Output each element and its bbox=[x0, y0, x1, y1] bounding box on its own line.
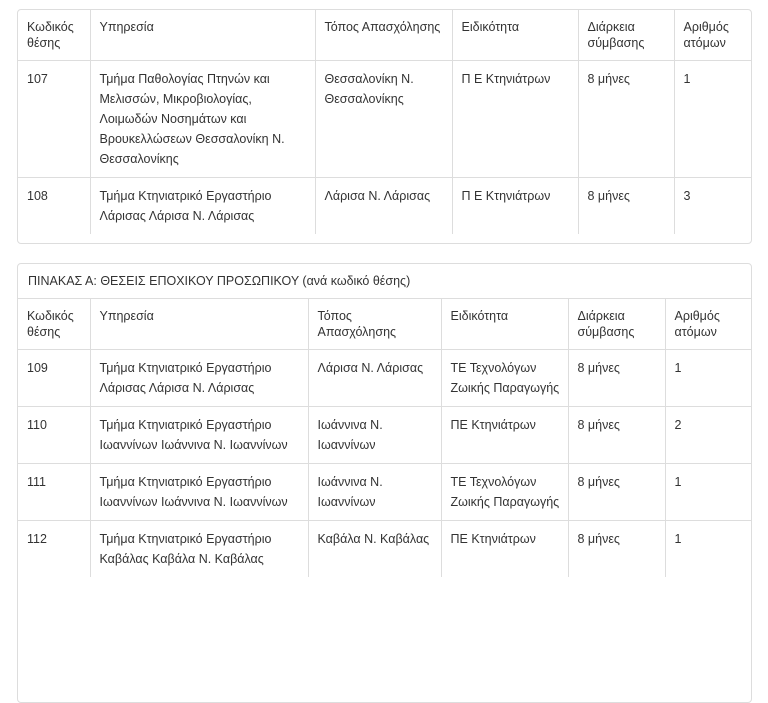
cell-place: Ιωάννινα Ν. Ιωαννίνων bbox=[308, 407, 441, 464]
table-row bbox=[18, 61, 751, 178]
cell-code: 110 bbox=[18, 407, 90, 464]
table-row bbox=[18, 464, 751, 521]
cell-code: 109 bbox=[18, 350, 90, 407]
cell-duration: 8 μήνες bbox=[568, 521, 665, 578]
cell-place: Λάρισα Ν. Λάρισας bbox=[315, 178, 452, 235]
header-place: Τόπος Απασχόλησης bbox=[315, 10, 452, 61]
table-row bbox=[18, 350, 751, 407]
cell-specialty: ΠΕ Κτηνιάτρων bbox=[441, 521, 568, 578]
cell-place: Λάρισα Ν. Λάρισας bbox=[308, 350, 441, 407]
cell-service: Τμήμα Παθολογίας Πτηνών και Μελισσών, Μικροβιολογίας, Λοιμωδών Νοσημάτων και Βρουκελλώσεων Θεσσαλονίκη Ν. Θεσσαλονίκης bbox=[90, 61, 315, 178]
header-count: Αριθμός ατόμων bbox=[665, 299, 751, 350]
positions-panel-top bbox=[17, 9, 752, 244]
cell-specialty: ΤΕ Τεχνολόγων Ζωικής Παραγωγής bbox=[441, 464, 568, 521]
positions-table-top bbox=[18, 10, 751, 234]
cell-place: Θεσσαλονίκη Ν. Θεσσαλονίκης bbox=[315, 61, 452, 178]
cell-count: 2 bbox=[665, 407, 751, 464]
cell-duration: 8 μήνες bbox=[568, 464, 665, 521]
cell-count: 1 bbox=[665, 521, 751, 578]
header-duration: Διάρκεια σύμβασης bbox=[578, 10, 674, 61]
cell-duration: 8 μήνες bbox=[568, 407, 665, 464]
cell-code: 111 bbox=[18, 464, 90, 521]
cell-code: 112 bbox=[18, 521, 90, 578]
header-code: Κωδικός θέσης bbox=[27, 309, 74, 339]
cell-code: 107 bbox=[18, 61, 90, 178]
header-duration: Διάρκεια σύμβασης bbox=[568, 299, 665, 350]
seasonal-positions-table bbox=[18, 299, 751, 577]
table-header-row bbox=[18, 10, 751, 61]
table-row bbox=[18, 407, 751, 464]
cell-service: Τμήμα Κτηνιατρικό Εργαστήριο Ιωαννίνων Ιωάννινα Ν. Ιωαννίνων bbox=[90, 464, 308, 521]
cell-place: Ιωάννινα Ν. Ιωαννίνων bbox=[308, 464, 441, 521]
seasonal-positions-panel bbox=[17, 263, 752, 703]
cell-count: 1 bbox=[665, 350, 751, 407]
cell-duration: 8 μήνες bbox=[568, 350, 665, 407]
header-place: Τόπος Απασχόλησης bbox=[308, 299, 441, 350]
cell-code: 108 bbox=[18, 178, 90, 235]
header-specialty: Ειδικότητα bbox=[452, 10, 578, 61]
header-code: Κωδικός θέσης bbox=[27, 20, 74, 50]
cell-specialty: ΠΕ Κτηνιάτρων bbox=[441, 407, 568, 464]
cell-service: Τμήμα Κτηνιατρικό Εργαστήριο Καβάλας Καβάλα Ν. Καβάλας bbox=[90, 521, 308, 578]
cell-duration: 8 μήνες bbox=[578, 178, 674, 235]
cell-specialty: Π Ε Κτηνιάτρων bbox=[452, 61, 578, 178]
cell-service: Τμήμα Κτηνιατρικό Εργαστήριο Ιωαννίνων Ιωάννινα Ν. Ιωαννίνων bbox=[90, 407, 308, 464]
cell-service: Τμήμα Κτηνιατρικό Εργαστήριο Λάρισας Λάρισα Ν. Λάρισας bbox=[90, 178, 315, 235]
table-row bbox=[18, 178, 751, 235]
table-header-row bbox=[18, 299, 751, 350]
cell-specialty: ΤΕ Τεχνολόγων Ζωικής Παραγωγής bbox=[441, 350, 568, 407]
header-count: Αριθμός ατόμων bbox=[674, 10, 751, 61]
cell-service: Τμήμα Κτηνιατρικό Εργαστήριο Λάρισας Λάρισα Ν. Λάρισας bbox=[90, 350, 308, 407]
cell-count: 1 bbox=[665, 464, 751, 521]
header-specialty: Ειδικότητα bbox=[441, 299, 568, 350]
header-service: Υπηρεσία bbox=[90, 10, 315, 61]
cell-duration: 8 μήνες bbox=[578, 61, 674, 178]
cell-specialty: Π Ε Κτηνιάτρων bbox=[452, 178, 578, 235]
table-row bbox=[18, 521, 751, 578]
cell-place: Καβάλα Ν. Καβάλας bbox=[308, 521, 441, 578]
cell-count: 3 bbox=[674, 178, 751, 235]
header-service: Υπηρεσία bbox=[90, 299, 308, 350]
cell-count: 1 bbox=[674, 61, 751, 178]
panel-title: ΠΙΝΑΚΑΣ Α: ΘΕΣΕΙΣ ΕΠΟΧΙΚΟΥ ΠΡΟΣΩΠΙΚΟΥ (ανά κωδικό θέσης) bbox=[18, 264, 751, 299]
